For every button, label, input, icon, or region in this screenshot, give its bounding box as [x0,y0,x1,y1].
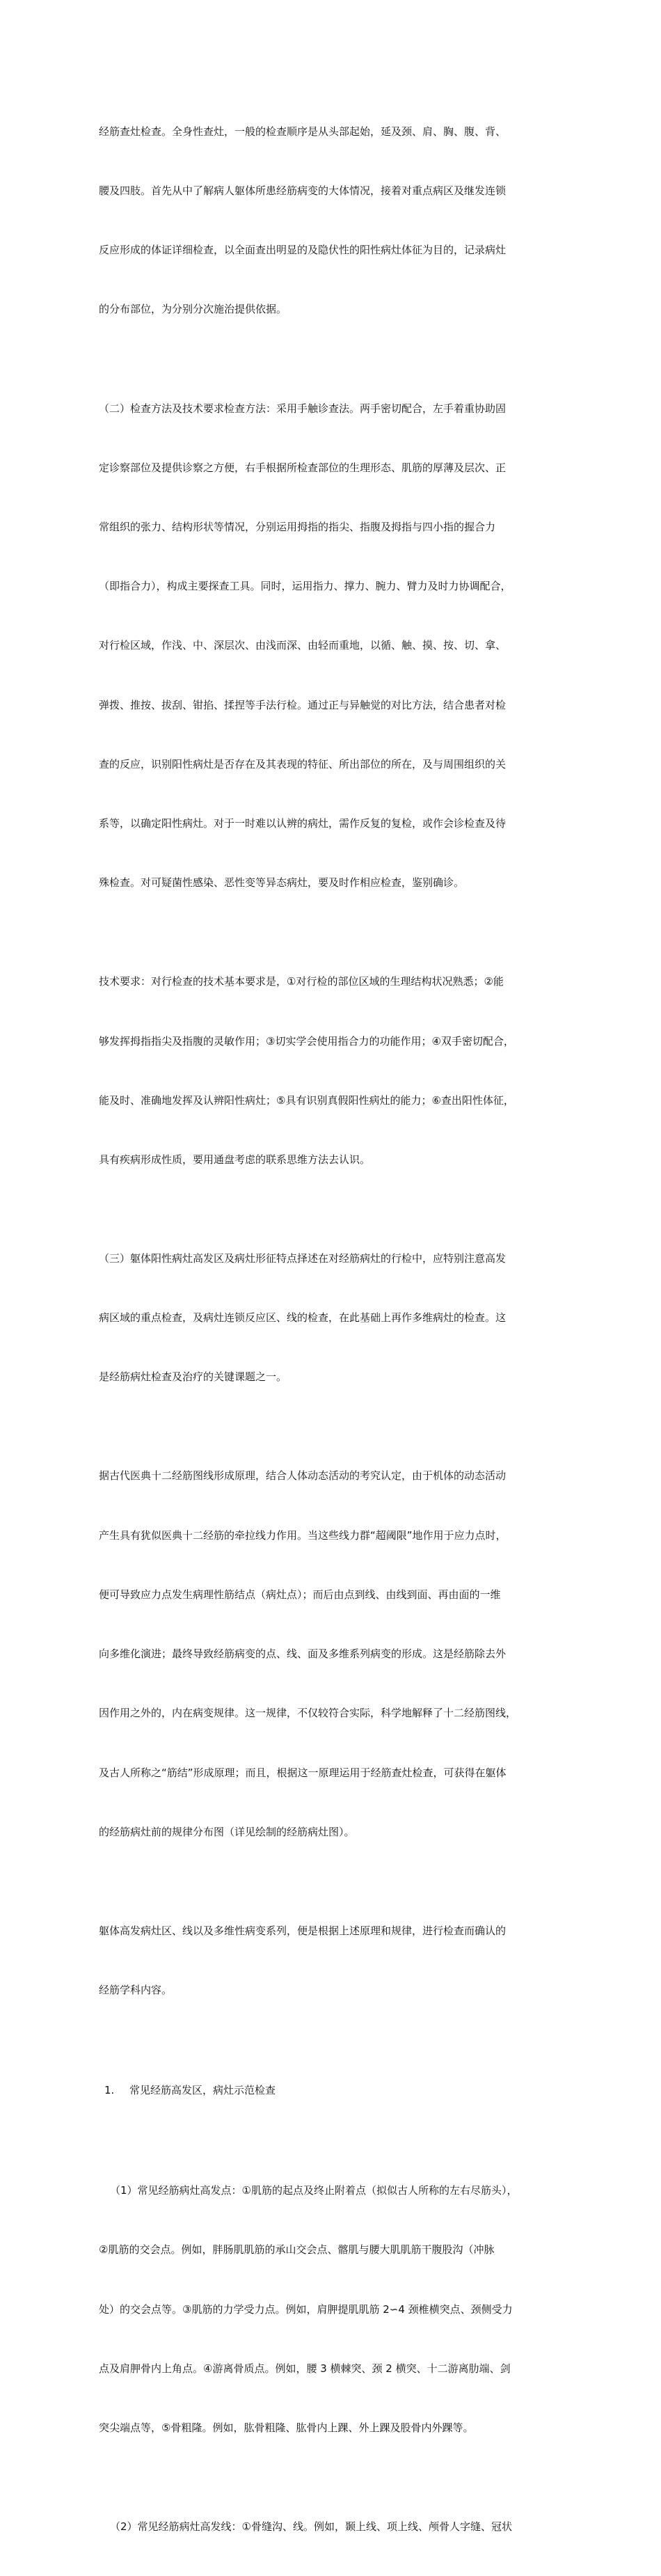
text-line: （2）常见经筋病灶高发线：①骨缝沟、线。例如，颞上线、项上线、颅骨人字缝、冠状 [110,2520,512,2533]
text-line: 殊检查。对可疑菌性感染、恶性变等异态病灶，要及时作相应检查，鉴别确诊。 [99,876,465,890]
text-line: 查的反应，识别阳性病灶是否存在及其表现的特征、所出部位的所在，及与周围组织的关 [99,757,507,771]
text-line: 的分布部位，为分别分次施治提供依据。 [99,303,287,316]
text-line: 反应形成的体证详细检查，以全面查出明显的及隐伏性的阳性病灶体征为目的，记录病灶 [99,244,507,257]
text-line: 因作用之外的，内在病变规律。这一规律，不仅较符合实际，科学地解释了十二经筋图线， [99,1707,517,1720]
text-line: （三）躯体阳性病灶高发区及病灶形征特点择述在对经筋病灶的行检中，应特别注意高发 [99,1251,507,1265]
subparagraph-high-incidence-points [99,2141,572,2477]
paragraph-method [99,359,572,933]
text-line: 腰及四肢。首先从中了解病人躯体所患经筋病变的大体情况，接着对重点病区及继发连锁 [99,184,507,198]
text-line: 躯体高发病灶区、线以及多维性病变系列，便是根据上述原理和规律，进行检查而确认的 [99,1924,507,1937]
paragraph-overview [99,82,572,359]
text-line: 病区域的重点检查，及病灶连锁反应区、线的检查，在此基础上再作多维病灶的检查。这 [99,1311,507,1325]
subparagraph-high-incidence-lines [99,2477,572,2576]
paragraph-principle [99,1427,572,1881]
paragraph-technical-requirements [99,932,572,1209]
text-line: 点及肩胛骨内上角点。④游离骨质点。例如，腰 3 横棘突、颈 2 横突、十二游离肋端、剑 [99,2362,511,2375]
text-line: 的经筋病灶前的规律分布图（详见绘制的经筋病灶图）。 [99,1825,355,1838]
paragraph-summary [99,1881,572,2039]
text-line: 经筋查灶检查。全身性查灶，一般的检查顺序是从头部起始，延及颈、肩、胸、腹、背、 [99,125,507,138]
paragraph-high-incidence [99,1209,572,1426]
heading-number: 1. [104,2084,115,2097]
text-line: 常组织的张力、结构形状等情况，分别运用拇指的指尖、指腹及拇指与四小指的握合力 [99,520,496,533]
text-line: 够发挥拇指指尖及指腹的灵敏作用；③切实学会使用指合力的功能作用；④双手密切配合， [99,1034,514,1048]
text-line: 处）的交会点等。③肌筋的力学受力点。例如，肩胛提肌肌筋 2∽4 颈椎横突点、颈侧受力 [99,2302,513,2316]
text-line: 据古代医典十二经筋图线形成原理，结合人体动态活动的考究认定，由于机体的动态活动 [99,1469,507,1483]
text-line: 定诊察部位及提供诊察之方便，右手根据所检查部位的生理形态、肌筋的厚薄及层次、正 [99,461,507,474]
heading-line [99,2080,572,2100]
text-line: 具有疾病形成性质，要用通盘考虑的联系思维方法去认识。 [99,1153,371,1166]
text-line: 及古人所称之“筋结”形成原理；而且，根据这一原理运用于经筋查灶检查，可获得在躯体 [99,1766,507,1779]
text-line: 产生具有犹似医典十二经筋的牵拉线力作用。当这些线力群“超阈限”地作用于应力点时， [99,1528,507,1542]
text-line: （1）常见经筋病灶高发点：①肌筋的起点及终止附着点（拟似古人所称的左右尽筋头）， [110,2184,518,2197]
text-line: 突尖端点等，⑤骨粗隆。例如，肱骨粗隆、肱骨内上踝、外上踝及股骨内外踝等。 [99,2421,474,2434]
text-line: （二）检查方法及技术要求检查方法：采用手触诊查法。两手密切配合，左手着重协助固 [99,402,507,415]
text-line: 系等，以确定阳性病灶。对于一时难以认辨的病灶，需作反复的复检，或作会诊检查及待 [99,817,507,830]
text-line: （即指合力），构成主要探查工具。同时，运用指力、撑力、腕力、臂力及时力协调配合， [99,580,511,593]
text-line: ②肌筋的交会点。例如，胖肠肌肌筋的承山交会点、髂肌与腰大肌肌筋干腹股沟（冲脉 [99,2243,495,2257]
heading-text: 常见经筋高发区，病灶示范检查 [129,2084,276,2097]
text-line: 向多维化演进；最终导致经筋病变的点、线、面及多维系列病变的形成。这是经筋除去外 [99,1647,507,1661]
text-line: 弹拨、推按、拔刮、钳掐、揉捏等手法行检。通过正与异触觉的对比方法，结合患者对检 [99,698,507,711]
text-line: 技术要求：对行检查的技术基本要求是，①对行检的部位区域的生理结构状况熟悉；②能 [99,975,504,988]
text-line: 能及时、准确地发挥及认辨阳性病灶；⑤具有识别真假阳性病灶的能力；⑥查出阳性体征， [99,1093,514,1107]
text-line: 对行检区域，作浅、中、深层次、由浅而深、由轻而重地，以循、触、摸、按、切、拿、 [99,639,507,652]
text-line: 便可导致应力点发生病理性筋结点（病灶点）；而后由点到线、由线到面、再由面的一维 [99,1588,501,1601]
text-line: 经筋学科内容。 [99,1984,173,1996]
document-page [99,82,572,2576]
text-line: 是经筋病灶检查及治疗的关键课题之一。 [99,1370,287,1384]
section-heading [99,2041,572,2140]
